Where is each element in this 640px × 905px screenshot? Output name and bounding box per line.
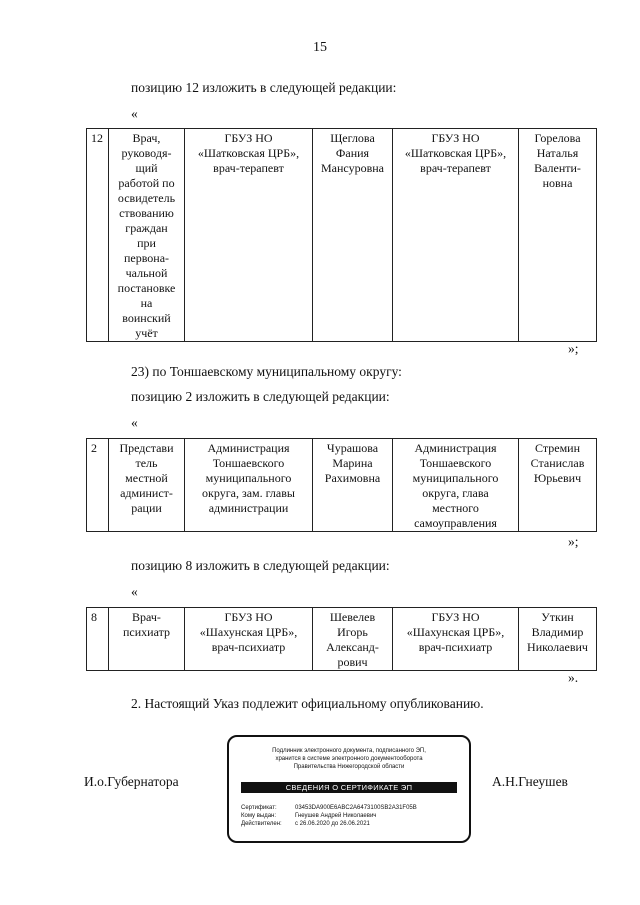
electronic-signature-stamp (227, 735, 471, 843)
paragraph-tonshaevo: 23) по Тоншаевскому муниципальному округу: (131, 364, 402, 379)
valid-value: с 26.06.2020 до 26.06.2021 (295, 821, 370, 827)
cert-value: 03453DA900E6ABC2A6473100SB2A31F05B (295, 805, 417, 811)
cell-position: Представи тель местной админист- рации (109, 439, 185, 532)
table-position-8 (86, 607, 597, 671)
cell-reserve-name: Горелова Наталья Валенти- новна (519, 129, 597, 342)
open-quote: « (131, 584, 138, 599)
signature-title: И.о.Губернатора (84, 774, 179, 789)
cell-reserve-organization: ГБУЗ НО «Шатковская ЦРБ», врач-терапевт (393, 129, 519, 342)
stamp-title: СВЕДЕНИЯ О СЕРТИФИКАТЕ ЭП (241, 782, 457, 793)
close-quote: »; (568, 534, 579, 549)
valid-label: Действителен: (241, 821, 282, 827)
cell-number: 12 (87, 129, 109, 342)
cell-reserve-name: Уткин Владимир Николаевич (519, 608, 597, 671)
stamp-info (241, 804, 417, 828)
cell-reserve-name: Стремин Станислав Юрьевич (519, 439, 597, 532)
cell-reserve-organization: Администрация Тоншаевского муниципального округа, глава местного самоуправления (393, 439, 519, 532)
cell-member-name: Чурашова Марина Рахимовна (313, 439, 393, 532)
cell-position: Врач, руководя- щий работой по освидетель ствованию граждан при первона- чальной постановке на воинский учёт (109, 129, 185, 342)
signature-name: А.Н.Гнеушев (492, 774, 568, 789)
cell-member-name: Шевелев Игорь Александ- рович (313, 608, 393, 671)
cell-organization: ГБУЗ НО «Шатковская ЦРБ», врач-терапевт (185, 129, 313, 342)
cell-number: 8 (87, 608, 109, 671)
table-row (87, 129, 597, 342)
paragraph-position-8: позицию 8 изложить в следующей редакции: (131, 558, 390, 573)
table-row (87, 608, 597, 671)
open-quote: « (131, 415, 138, 430)
close-quote: ». (568, 670, 579, 685)
paragraph-position-12: позицию 12 изложить в следующей редакции: (131, 80, 397, 95)
cell-position: Врач- психиатр (109, 608, 185, 671)
stamp-header: Подлинник электронного документа, подписанного ЭП, хранится в системе электронного документооборота Правительства Нижегородской области (272, 748, 426, 770)
close-quote: »; (568, 341, 579, 356)
table-position-2 (86, 438, 597, 532)
cell-organization: ГБУЗ НО «Шахунская ЦРБ», врач-психиатр (185, 608, 313, 671)
cell-organization: Администрация Тоншаевского муниципального округа, зам. главы администрации (185, 439, 313, 532)
cell-number: 2 (87, 439, 109, 532)
paragraph-publication: 2. Настоящий Указ подлежит официальному опубликованию. (131, 696, 484, 711)
issued-value: Гнеушев Андрей Николаевич (295, 813, 377, 819)
open-quote: « (131, 106, 138, 121)
table-row (87, 439, 597, 532)
paragraph-position-2: позицию 2 изложить в следующей редакции: (131, 389, 390, 404)
cell-reserve-organization: ГБУЗ НО «Шахунская ЦРБ», врач-психиатр (393, 608, 519, 671)
cert-label: Сертификат: (241, 805, 277, 811)
issued-label: Кому выдан: (241, 813, 277, 819)
table-position-12 (86, 128, 597, 342)
cell-member-name: Щеглова Фания Мансуровна (313, 129, 393, 342)
page-number: 15 (313, 40, 327, 55)
